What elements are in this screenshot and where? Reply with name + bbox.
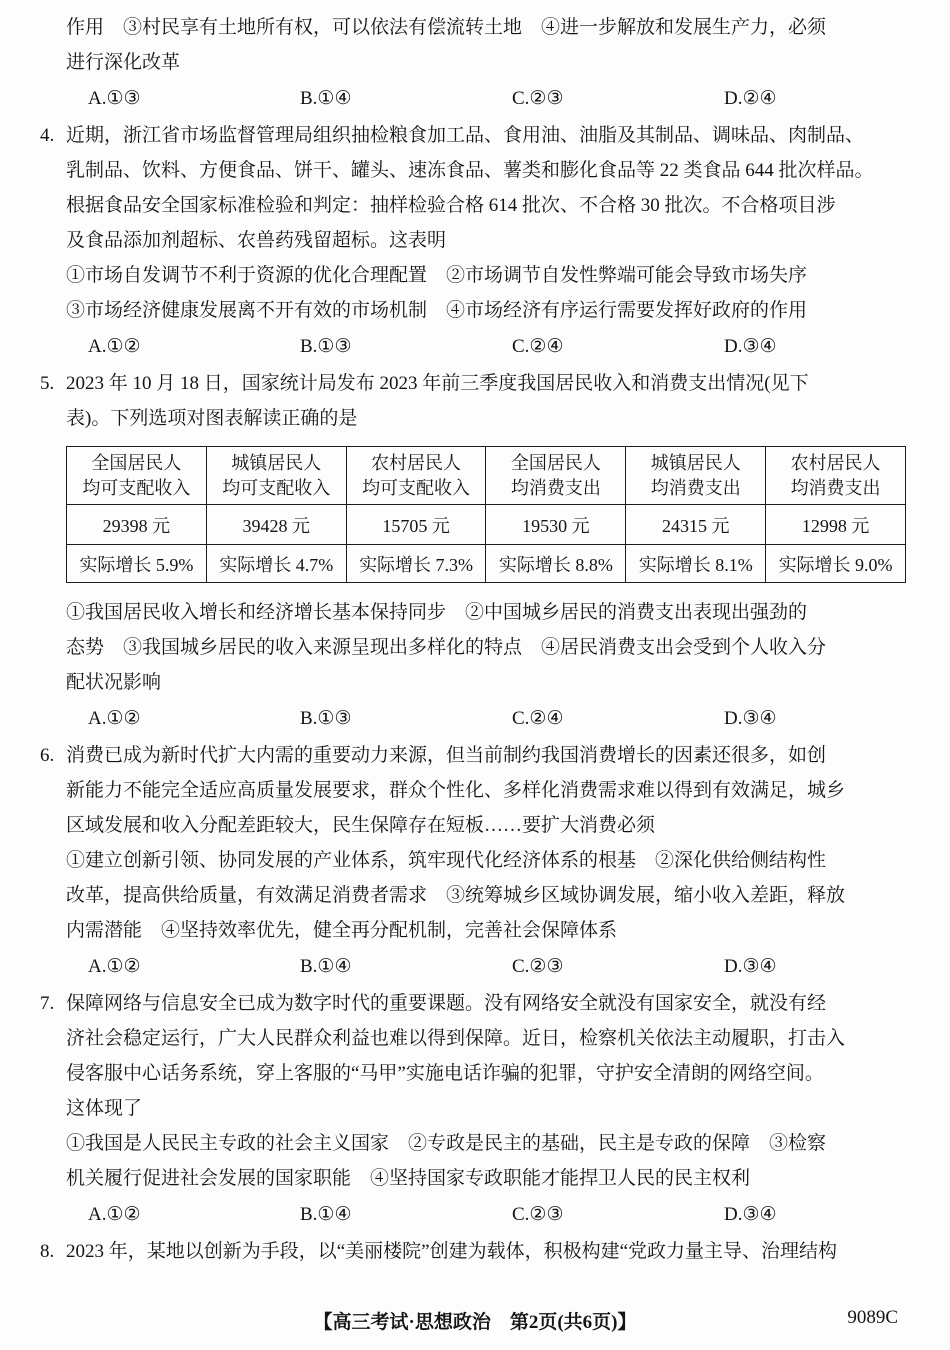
- line-text: 消费已成为新时代扩大内需的重要动力来源，但当前制约我国消费增长的因素还很多，如创: [66, 745, 827, 766]
- text-line: 改革，提高供给质量，有效满足消费者需求 ③统筹城乡区域协调发展，缩小收入差距，释放: [66, 885, 846, 906]
- text-line: 配状况影响: [66, 672, 162, 693]
- options-row: [66, 700, 906, 738]
- income-consumption-table: [66, 446, 906, 583]
- table-growth-row: [67, 545, 906, 583]
- question-4: [40, 118, 906, 366]
- question-7: [40, 986, 906, 1234]
- page-code: 9089C: [847, 1307, 898, 1328]
- line-text: 近期，浙江省市场监督管理局组织抽检粮食加工品、食用油、油脂及其制品、调味品、肉制品、: [66, 125, 865, 146]
- header-text: 农村居民人: [371, 452, 462, 473]
- table-growth-cell: 实际增长 8.8%: [486, 545, 626, 583]
- text-line: ①我国是人民民主专政的社会主义国家 ②专政是民主的基础，民主是专政的保障 ③检察: [66, 1133, 827, 1154]
- table-header-cell: [67, 447, 207, 505]
- options-row: [66, 80, 906, 118]
- options-row: [66, 948, 906, 986]
- text-line: [40, 366, 906, 401]
- question-number: 5.: [40, 373, 55, 394]
- option-b: B.①④: [300, 88, 352, 109]
- text-line: 作用 ③村民享有土地所有权，可以依法有偿流转土地 ④进一步解放和发展生产力，必须: [66, 17, 827, 38]
- question-3-continuation: [66, 10, 906, 118]
- table-header-cell: [206, 447, 346, 505]
- table-value-cell: 15705 元: [346, 505, 486, 545]
- table-header-cell: [486, 447, 626, 505]
- question-8: [40, 1234, 906, 1269]
- option-b: B.①④: [300, 956, 352, 977]
- header-text: 全国居民人: [510, 452, 601, 473]
- text-line: ①市场自发调节不利于资源的优化合理配置 ②市场调节自发性弊端可能会导致市场失序: [66, 265, 808, 286]
- table-header-cell: [346, 447, 486, 505]
- question-number: 7.: [40, 993, 55, 1014]
- option-b: B.①③: [300, 336, 352, 357]
- text-line: 济社会稳定运行，广大人民群众利益也难以得到保障。近日，检察机关依法主动履职，打击入: [66, 1028, 846, 1049]
- table-growth-cell: 实际增长 8.1%: [626, 545, 766, 583]
- option-a: A.①③: [88, 88, 141, 109]
- header-text: 均消费支出: [790, 477, 881, 498]
- header-text: 均可支配收入: [82, 477, 191, 498]
- table-growth-cell: 实际增长 5.9%: [67, 545, 207, 583]
- line-text: 2023 年，某地以创新为手段，以“美丽楼院”创建为载体，积极构建“党政力量主导、治理结构: [66, 1241, 838, 1262]
- option-d: D.③④: [724, 336, 777, 357]
- table-value-cell: 39428 元: [206, 505, 346, 545]
- text-line: 新能力不能完全适应高质量发展要求，群众个性化、多样化消费需求难以得到有效满足，城乡: [66, 780, 846, 801]
- table-value-cell: 29398 元: [67, 505, 207, 545]
- option-d: D.③④: [724, 1204, 777, 1225]
- option-a: A.①②: [88, 708, 141, 729]
- table-header-cell: [626, 447, 766, 505]
- text-line: [40, 738, 906, 773]
- options-row: [66, 328, 906, 366]
- text-line: ①建立创新引领、协同发展的产业体系，筑牢现代化经济体系的根基 ②深化供给侧结构性: [66, 850, 827, 871]
- text-line: 机关履行促进社会发展的国家职能 ④坚持国家专政职能才能捍卫人民的民主权利: [66, 1168, 751, 1189]
- header-text: 城镇居民人: [650, 452, 741, 473]
- page-footer: [0, 1307, 950, 1334]
- text-line: 侵客服中心话务系统，穿上客服的“马甲”实施电话诈骗的犯罪，守护安全清朗的网络空间。: [66, 1063, 824, 1084]
- table-value-cell: 19530 元: [486, 505, 626, 545]
- options-row: [66, 1196, 906, 1234]
- text-line: 乳制品、饮料、方便食品、饼干、罐头、速冻食品、薯类和膨化食品等 22 类食品 644 批次样品。: [66, 160, 874, 181]
- header-text: 均消费支出: [510, 477, 601, 498]
- question-number: 4.: [40, 125, 55, 146]
- text-line: 区域发展和收入分配差距较大，民生保障存在短板……要扩大消费必须: [66, 815, 656, 836]
- header-text: 农村居民人: [790, 452, 881, 473]
- text-line: 及食品添加剂超标、农兽药残留超标。这表明: [66, 230, 447, 251]
- table-value-row: [67, 505, 906, 545]
- option-c: C.②④: [512, 708, 564, 729]
- text-line: 根据食品安全国家标准检验和判定：抽样检验合格 614 批次、不合格 30 批次。不合格项目涉: [66, 195, 836, 216]
- option-d: D.②④: [724, 88, 777, 109]
- text-line: 内需潜能 ④坚持效率优先，健全再分配机制，完善社会保障体系: [66, 920, 618, 941]
- text-line: 表)。下列选项对图表解读正确的是: [66, 408, 358, 429]
- text-line: [40, 118, 906, 153]
- option-a: A.①②: [88, 336, 141, 357]
- option-c: C.②④: [512, 336, 564, 357]
- table-header-row: [67, 447, 906, 505]
- question-number: 8.: [40, 1241, 55, 1262]
- header-text: 城镇居民人: [231, 452, 322, 473]
- text-line: 这体现了: [66, 1098, 143, 1119]
- table-value-cell: 12998 元: [766, 505, 906, 545]
- line-text: 保障网络与信息安全已成为数字时代的重要课题。没有网络安全就没有国家安全，就没有经: [66, 993, 827, 1014]
- text-line: [40, 1234, 906, 1269]
- option-a: A.①②: [88, 956, 141, 977]
- text-line: [40, 986, 906, 1021]
- table-growth-cell: 实际增长 7.3%: [346, 545, 486, 583]
- exam-content: [40, 10, 906, 1269]
- option-b: B.①④: [300, 1204, 352, 1225]
- option-a: A.①②: [88, 1204, 141, 1225]
- text-line: ③市场经济健康发展离不开有效的市场机制 ④市场经济有序运行需要发挥好政府的作用: [66, 300, 808, 321]
- footer-title: 【高三考试·思想政治 第2页(共6页)】: [313, 1312, 637, 1333]
- option-d: D.③④: [724, 708, 777, 729]
- option-c: C.②③: [512, 88, 564, 109]
- text-line: ①我国居民收入增长和经济增长基本保持同步 ②中国城乡居民的消费支出表现出强劲的: [66, 602, 808, 623]
- question-6: [40, 738, 906, 986]
- option-d: D.③④: [724, 956, 777, 977]
- table-growth-cell: 实际增长 9.0%: [766, 545, 906, 583]
- header-text: 均可支配收入: [222, 477, 331, 498]
- option-c: C.②③: [512, 956, 564, 977]
- header-text: 均消费支出: [650, 477, 741, 498]
- text-line: 进行深化改革: [66, 52, 181, 73]
- header-text: 均可支配收入: [362, 477, 471, 498]
- table-value-cell: 24315 元: [626, 505, 766, 545]
- line-text: 2023 年 10 月 18 日，国家统计局发布 2023 年前三季度我国居民收入和消费支出情况(见下: [66, 373, 809, 394]
- question-number: 6.: [40, 745, 55, 766]
- table-header-cell: [766, 447, 906, 505]
- table-growth-cell: 实际增长 4.7%: [206, 545, 346, 583]
- text-line: 态势 ③我国城乡居民的收入来源呈现出多样化的特点 ④居民消费支出会受到个人收入分: [66, 637, 827, 658]
- question-5: [40, 366, 906, 738]
- header-text: 全国居民人: [91, 452, 182, 473]
- option-c: C.②③: [512, 1204, 564, 1225]
- option-b: B.①③: [300, 708, 352, 729]
